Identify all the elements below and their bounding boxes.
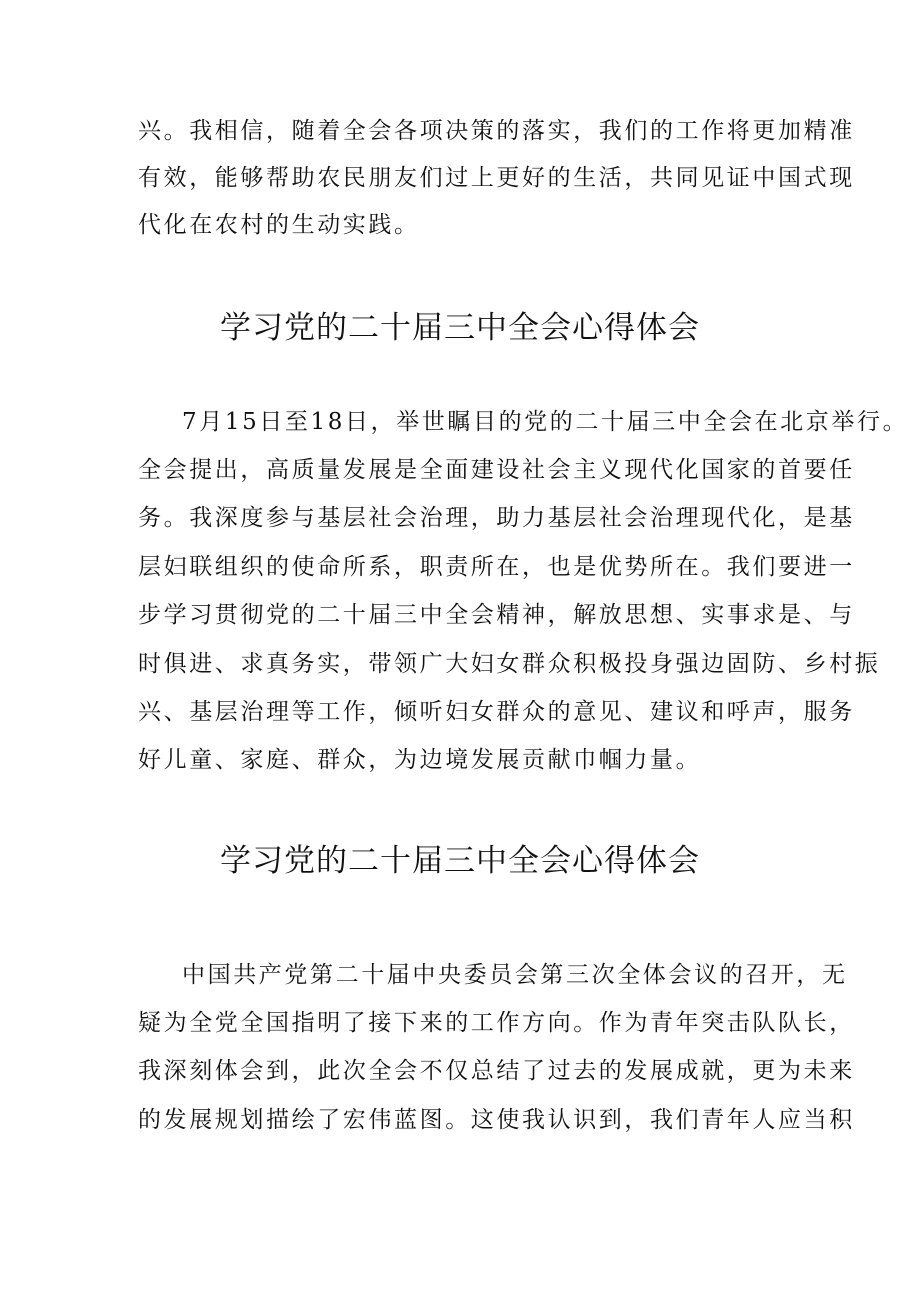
paragraph-line: 疑为全党全国指明了接下来的工作方向。作为青年突击队队长， bbox=[138, 1010, 855, 1036]
paragraph-line: 兴。我相信，随着全会各项决策的落实，我们的工作将更加精准 bbox=[138, 118, 855, 144]
paragraph-line: 的发展规划描绘了宏伟蓝图。这使我认识到，我们青年人应当积 bbox=[138, 1107, 855, 1133]
paragraph-line: 我深刻体会到，此次全会不仅总结了过去的发展成就，更为未来 bbox=[138, 1058, 855, 1084]
paragraph-line: 兴、基层治理等工作，倾听妇女群众的意见、建议和呼声，服务 bbox=[138, 699, 855, 725]
paragraph-line: 7月15日至18日，举世瞩目的党的二十届三中全会在北京举行。 bbox=[182, 409, 909, 435]
paragraph-line: 务。我深度参与基层社会治理，助力基层社会治理现代化，是基 bbox=[138, 505, 855, 531]
paragraph-line: 全会提出，高质量发展是全面建设社会主义现代化国家的首要任 bbox=[138, 457, 855, 483]
paragraph-line: 步学习贯彻党的二十届三中全会精神，解放思想、实事求是、与 bbox=[138, 602, 855, 628]
paragraph-line: 好儿童、家庭、群众，为边境发展贡献巾帼力量。 bbox=[138, 747, 702, 773]
section-title-1: 学习党的二十届三中全会心得体会 bbox=[220, 310, 700, 346]
paragraph-line: 代化在农村的生动实践。 bbox=[138, 212, 420, 238]
paragraph-line: 中国共产党第二十届中央委员会第三次全体会议的召开，无 bbox=[182, 962, 848, 988]
section-title-2: 学习党的二十届三中全会心得体会 bbox=[220, 843, 700, 879]
paragraph-line: 层妇联组织的使命所系，职责所在，也是优势所在。我们要进一 bbox=[138, 554, 855, 580]
paragraph-line: 有效，能够帮助农民朋友们过上更好的生活，共同见证中国式现 bbox=[138, 165, 855, 191]
paragraph-line: 时俱进、求真务实，带领广大妇女群众积极投身强边固防、乡村振 bbox=[138, 651, 881, 677]
